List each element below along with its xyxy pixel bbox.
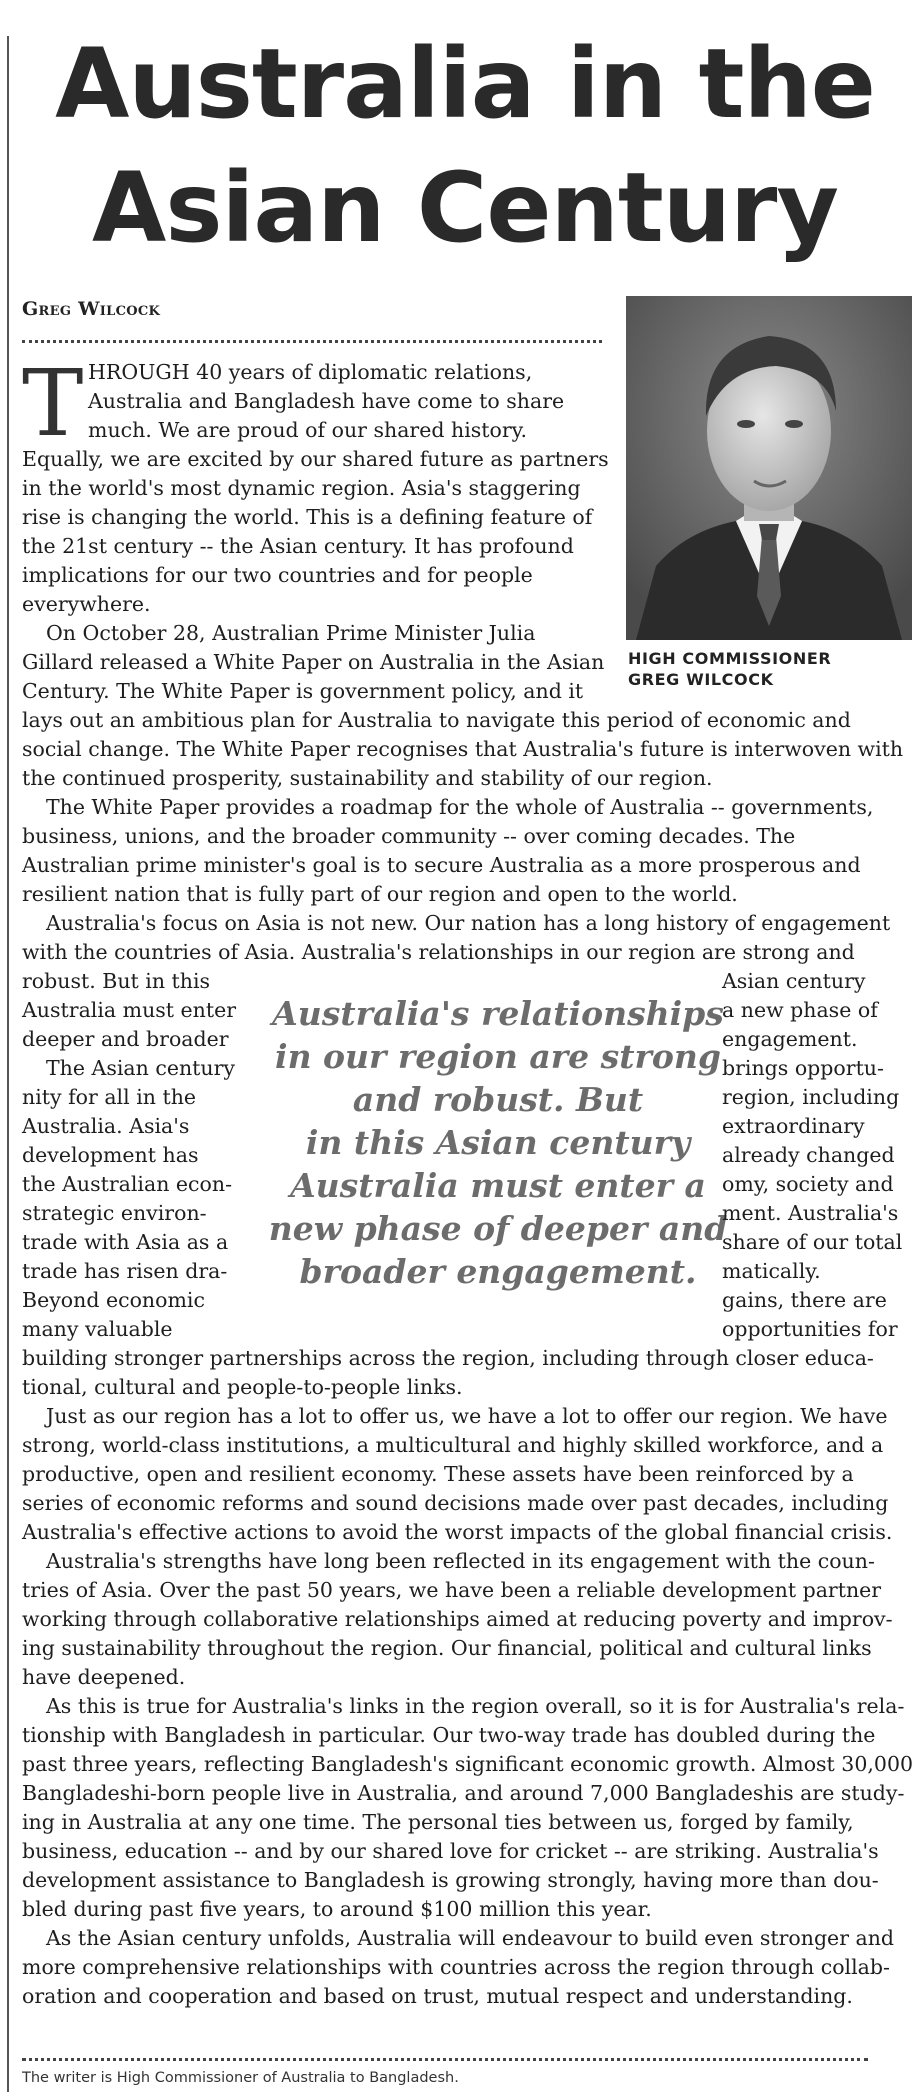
author-note: The writer is High Commissioner of Australia to Bangladesh. <box>22 2070 459 2086</box>
intro-column <box>22 350 609 706</box>
text-line: strategic environ- <box>22 1201 207 1225</box>
pull-quote-line: broader engagement. <box>299 1252 697 1291</box>
text-line: already changed <box>722 1143 895 1167</box>
text-line: business, unions, and the broader community -- over coming decades. The <box>22 824 796 848</box>
text-line: Australia must enter <box>22 998 237 1022</box>
text-line: ing sustainability throughout the region. Our financial, political and cultural links <box>22 1636 872 1660</box>
text-line: tional, cultural and people-to-people links. <box>22 1375 463 1399</box>
text-line: As the Asian century unfolds, Australia will endeavour to build even stronger and <box>46 1926 895 1950</box>
text-line: Beyond economic <box>22 1288 205 1312</box>
text-line: a new phase of <box>722 998 878 1022</box>
text-line: oration and cooperation and based on trust, mutual respect and understanding. <box>22 1984 853 2008</box>
text-line: Australia's focus on Asia is not new. Our nation has a long history of engagement <box>46 911 891 935</box>
text-line: share of our total <box>722 1230 903 1254</box>
text-line: trade with Asia as a <box>22 1230 229 1254</box>
text-line: Gillard released a White Paper on Australia in the Asian <box>22 650 605 674</box>
wrap-left-column <box>22 967 236 1344</box>
text-line: nity for all in the <box>22 1085 197 1109</box>
text-line: in the world's most dynamic region. Asia's staggering <box>22 476 581 500</box>
text-line: Australia's strengths have long been reflected in its engagement with the coun- <box>46 1549 875 1573</box>
text-line: Just as our region has a lot to offer us, we have a lot to offer our region. We have <box>46 1404 888 1428</box>
photo-caption <box>628 648 831 690</box>
text-line: brings opportu- <box>722 1056 884 1080</box>
byline-dotted-rule <box>22 340 602 343</box>
text-line: omy, society and <box>722 1172 894 1196</box>
pull-quote <box>268 992 728 1293</box>
text-line: Australian prime minister's goal is to secure Australia as a more prosperous and <box>22 853 861 877</box>
pull-quote-line: in our region are strong <box>275 1037 721 1076</box>
text-line: trade has risen dra- <box>22 1259 228 1283</box>
byline: Greg Wilcock <box>22 298 161 320</box>
text-line: Bangladeshi-born people live in Australia, and around 7,000 Bangladeshis are study- <box>22 1781 905 1805</box>
text-line: region, including <box>722 1085 900 1109</box>
text-line: matically. <box>722 1259 821 1283</box>
text-line: opportunities for <box>722 1317 898 1341</box>
wrap-right-column <box>722 967 902 1344</box>
text-line: HROUGH 40 years of diplomatic relations, <box>88 360 533 384</box>
text-line: much. We are proud of our shared history. <box>88 418 528 442</box>
text-line: productive, open and resilient economy. These assets have been reinforced by a <box>22 1462 854 1486</box>
text-line: tionship with Bangladesh in particular. Our two-way trade has doubled during the <box>22 1723 876 1747</box>
pull-quote-line: new phase of deeper and <box>268 1209 728 1248</box>
text-line: the Australian econ- <box>22 1172 233 1196</box>
text-line: building stronger partnerships across the region, including through closer educa- <box>22 1346 874 1370</box>
text-line: On October 28, Australian Prime Minister Julia <box>46 621 536 645</box>
portrait-illustration <box>626 296 912 640</box>
text-line: The Asian century <box>46 1056 235 1080</box>
text-line: Century. The White Paper is government policy, and it <box>22 679 584 703</box>
text-line: many valuable <box>22 1317 173 1341</box>
text-line: the continued prosperity, sustainability and stability of our region. <box>22 766 713 790</box>
left-column-rule <box>7 36 9 2092</box>
text-line: past three years, reflecting Bangladesh's significant economic growth. Almost 30,000 <box>22 1752 914 1776</box>
headline-line-1: Australia in the <box>55 28 875 140</box>
text-line: tries of Asia. Over the past 50 years, we have been a reliable development partner <box>22 1578 882 1602</box>
text-line: lays out an ambitious plan for Australia to navigate this period of economic and <box>22 708 851 732</box>
author-photo <box>626 296 912 640</box>
text-line: engagement. <box>722 1027 858 1051</box>
text-line: gains, there are <box>722 1288 887 1312</box>
text-line: ment. Australia's <box>722 1201 899 1225</box>
text-line: rise is changing the world. This is a defining feature of <box>22 505 593 529</box>
headline <box>30 22 900 270</box>
text-line: The White Paper provides a roadmap for the whole of Australia -- governments, <box>46 795 874 819</box>
text-line: Australia's effective actions to avoid the worst impacts of the global financial crisis. <box>22 1520 893 1544</box>
footer-dotted-rule <box>22 2058 868 2061</box>
text-line: implications for our two countries and for people <box>22 563 533 587</box>
text-line: have deepened. <box>22 1665 186 1689</box>
text-line: series of economic reforms and sound decisions made over past decades, including <box>22 1491 889 1515</box>
pull-quote-line: in this Asian century <box>305 1123 691 1162</box>
text-line: strong, world-class institutions, a multicultural and highly skilled workforce, and a <box>22 1433 884 1457</box>
text-line: development has <box>22 1143 199 1167</box>
text-line: Equally, we are excited by our shared future as partners <box>22 447 609 471</box>
pull-quote-line: and robust. But <box>352 1080 644 1119</box>
text-line: more comprehensive relationships with countries across the region through collab- <box>22 1955 890 1979</box>
body-section-top <box>22 706 903 967</box>
text-line: Australia and Bangladesh have come to share <box>88 389 565 413</box>
pull-quote-line: Australia's relationships <box>272 994 724 1033</box>
text-line: ing in Australia at any one time. The personal ties between us, forged by family, <box>22 1810 854 1834</box>
pull-quote-line: Australia must enter a <box>290 1166 706 1205</box>
text-line: bled during past five years, to around $100 million this year. <box>22 1897 652 1921</box>
body-section-bottom <box>22 1344 913 2011</box>
text-line: business, education -- and by our shared love for cricket -- are striking. Australia's <box>22 1839 879 1863</box>
text-line: Asian century <box>722 969 866 993</box>
text-line: As this is true for Australia's links in the region overall, so it is for Australia's rela- <box>46 1694 905 1718</box>
text-line: social change. The White Paper recognises that Australia's future is interwoven with <box>22 737 904 761</box>
text-line: deeper and broader <box>22 1027 229 1051</box>
text-line: development assistance to Bangladesh is growing strongly, having more than dou- <box>22 1868 879 1892</box>
text-line: everywhere. <box>22 592 151 616</box>
caption-line-1: HIGH COMMISSIONER <box>628 649 832 668</box>
text-line: with the countries of Asia. Australia's relationships in our region are strong and <box>22 940 855 964</box>
text-line: working through collaborative relationships aimed at reducing poverty and improv- <box>22 1607 893 1631</box>
headline-line-2: Asian Century <box>92 152 838 264</box>
text-line: the 21st century -- the Asian century. It has profound <box>22 534 574 558</box>
text-line: robust. But in this <box>22 969 211 993</box>
text-line: extraordinary <box>722 1114 865 1138</box>
caption-line-2: GREG WILCOCK <box>628 670 774 689</box>
text-line: Australia. Asia's <box>22 1114 190 1138</box>
drop-cap: T <box>22 350 84 457</box>
text-line: resilient nation that is fully part of our region and open to the world. <box>22 882 738 906</box>
